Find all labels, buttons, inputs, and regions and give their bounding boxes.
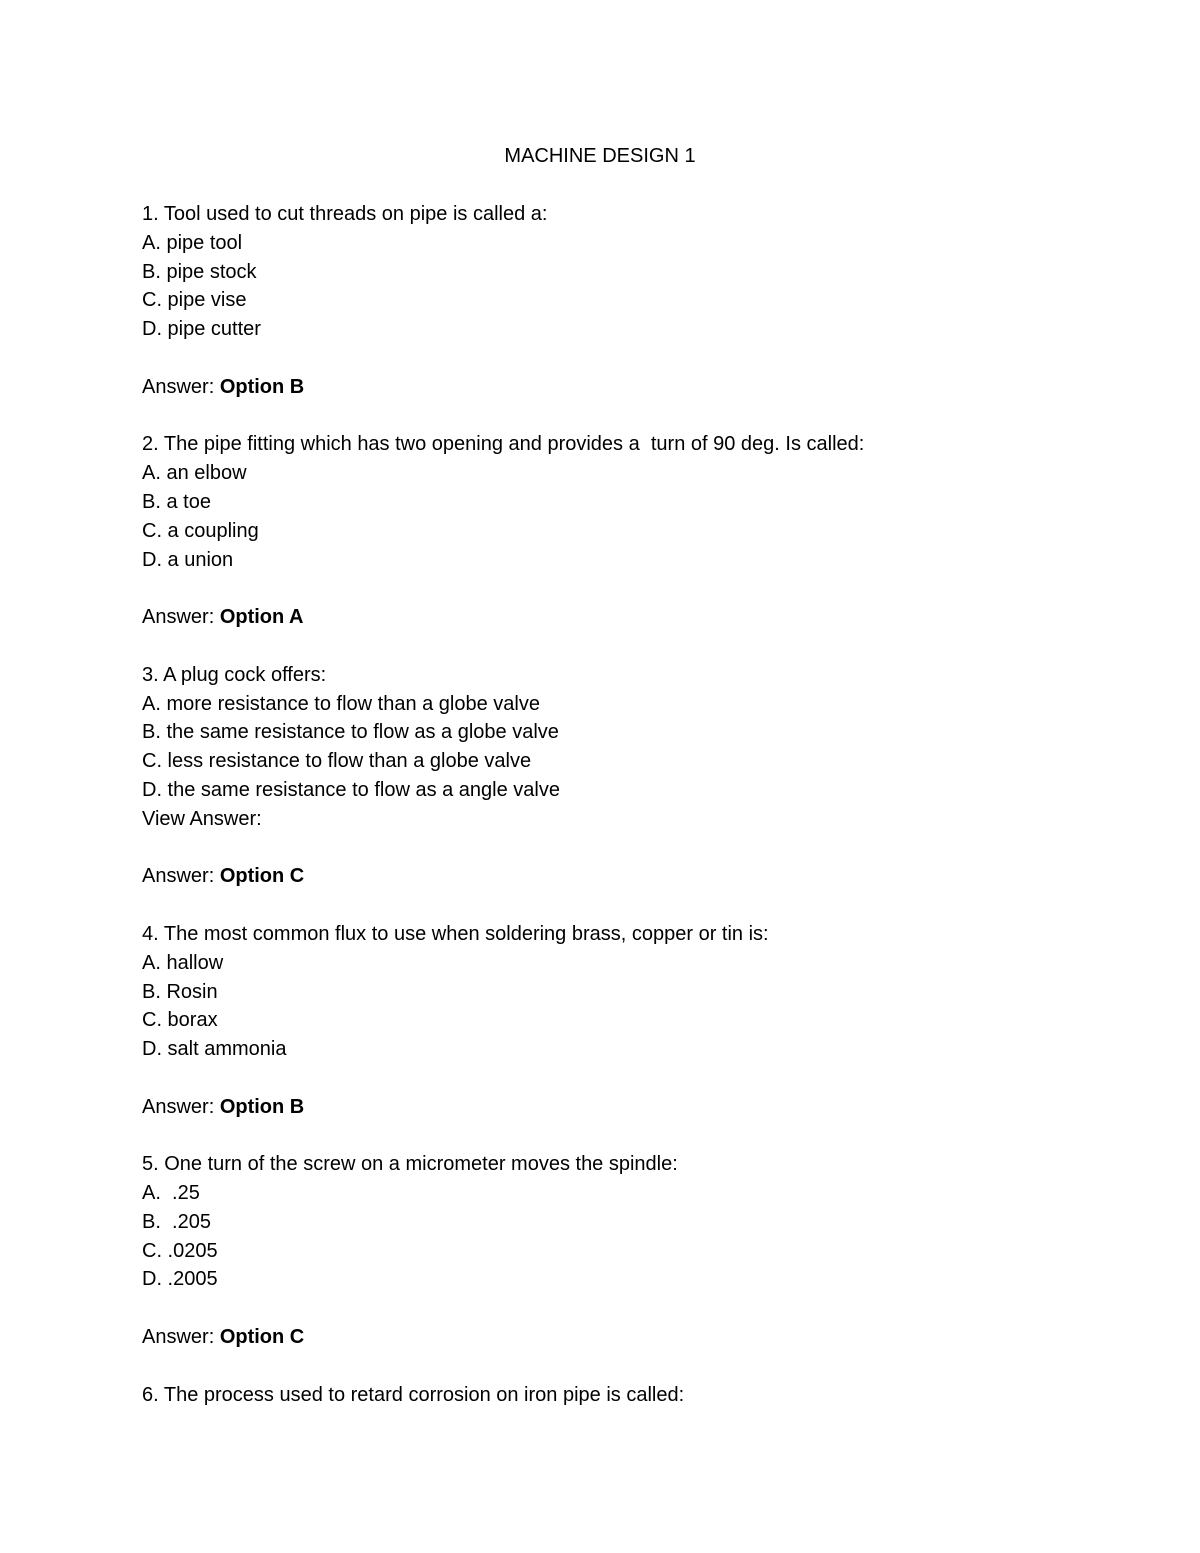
- option-b: B. a toe: [142, 490, 211, 513]
- option-b: B. .205: [142, 1210, 211, 1233]
- answer-value: Option C: [219, 1326, 305, 1349]
- spacer: [142, 574, 1142, 603]
- spacer: [142, 1064, 1142, 1093]
- option-a: A. more resistance to flow than a globe valve: [142, 692, 540, 715]
- option-d: D. pipe cutter: [142, 318, 261, 341]
- answer-value: Option C: [219, 865, 305, 888]
- question-list: [142, 200, 1142, 1409]
- spacer: [142, 402, 1142, 431]
- spacer: [142, 891, 1142, 920]
- spacer: [142, 632, 1142, 661]
- answer-line: [142, 1093, 1142, 1122]
- answer-line: [142, 603, 1142, 632]
- spacer: [142, 834, 1142, 863]
- option-c: C. borax: [142, 1009, 218, 1032]
- answer-value: Option B: [219, 375, 305, 398]
- spacer: [142, 1122, 1142, 1151]
- option-a: A. hallow: [142, 951, 224, 974]
- spacer: [142, 1352, 1142, 1381]
- answer-prefix: Answer:: [142, 606, 220, 629]
- option-d: D. salt ammonia: [142, 1038, 287, 1061]
- answer-line: [142, 1323, 1142, 1352]
- option-b: B. Rosin: [142, 980, 218, 1003]
- option-b: B. pipe stock: [142, 260, 257, 283]
- option-d: D. .2005: [142, 1268, 218, 1291]
- option-a: A. .25: [142, 1182, 200, 1205]
- option-d: D. a union: [142, 548, 234, 571]
- view-answer-label: View Answer:: [142, 807, 262, 830]
- option-d: D. the same resistance to flow as a angle valve: [142, 778, 560, 801]
- answer-value: Option A: [219, 606, 304, 629]
- answer-prefix: Answer:: [142, 1326, 220, 1349]
- option-b: B. the same resistance to flow as a globe valve: [142, 721, 559, 744]
- question-stem: 2. The pipe fitting which has two opening and provides a turn of 90 deg. Is called:: [142, 433, 865, 456]
- answer-prefix: Answer:: [142, 1095, 220, 1118]
- option-c: C. pipe vise: [142, 289, 247, 312]
- question-stem: 3. A plug cock offers:: [142, 663, 327, 686]
- answer-line: [142, 862, 1142, 891]
- option-c: C. a coupling: [142, 519, 259, 542]
- question-stem: 4. The most common flux to use when soldering brass, copper or tin is:: [142, 922, 769, 945]
- spacer: [142, 1294, 1142, 1323]
- option-c: C. less resistance to flow than a globe valve: [142, 750, 532, 773]
- answer-value: Option B: [219, 1095, 305, 1118]
- question-stem: 6. The process used to retard corrosion on iron pipe is called:: [142, 1383, 685, 1406]
- option-a: A. an elbow: [142, 462, 247, 485]
- option-a: A. pipe tool: [142, 231, 243, 254]
- answer-prefix: Answer:: [142, 865, 220, 888]
- document-title: MACHINE DESIGN 1: [504, 145, 696, 167]
- question-stem: 5. One turn of the screw on a micrometer moves the spindle:: [142, 1153, 678, 1176]
- answer-line: [142, 373, 1142, 402]
- spacer: [142, 344, 1142, 373]
- question-stem: 1. Tool used to cut threads on pipe is called a:: [142, 203, 548, 225]
- answer-prefix: Answer:: [142, 375, 220, 398]
- option-c: C. .0205: [142, 1239, 218, 1262]
